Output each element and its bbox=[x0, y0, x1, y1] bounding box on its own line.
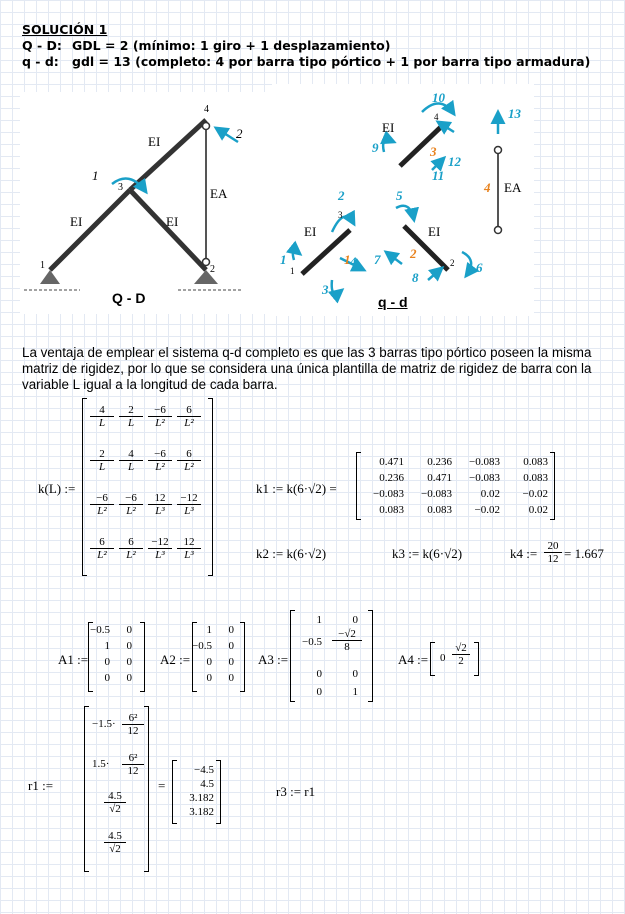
r1-sym-prefix: −1.5· bbox=[92, 718, 116, 730]
k-def-cell-denominator: L² bbox=[148, 460, 172, 473]
r1-value-cell: 3.182 bbox=[189, 792, 214, 804]
qd-ei-top-label: EI bbox=[148, 134, 161, 149]
k-def-cell bbox=[177, 536, 201, 561]
k1-cell: −0.083 bbox=[469, 472, 500, 484]
a3-cell: 1 bbox=[316, 614, 322, 626]
k-def-cell-numerator: 2 bbox=[128, 404, 134, 416]
a2-cell: 0 bbox=[206, 656, 212, 668]
a4-v0: 0 bbox=[440, 652, 446, 664]
a1-cell: −0.5 bbox=[90, 624, 110, 636]
r1-sym-denominator: √2 bbox=[104, 802, 126, 815]
k-def-cell-denominator: L² bbox=[177, 460, 201, 473]
k1-cell: 0.471 bbox=[427, 472, 452, 484]
r1-sym-fraction bbox=[122, 712, 144, 737]
q-d-dof-4: 4 bbox=[350, 254, 357, 269]
k1-cell: 0.083 bbox=[523, 472, 548, 484]
r3-def: r3 := r1 bbox=[276, 784, 316, 799]
k-def-cell-numerator: 12 bbox=[154, 492, 166, 504]
a1-right-bracket bbox=[140, 622, 145, 692]
k-def-cell-numerator: 6 bbox=[186, 448, 192, 460]
q-d-dof-12: 12 bbox=[448, 154, 461, 169]
q-d-node-1: 1 bbox=[290, 266, 295, 276]
q-d-dof-11: 11 bbox=[432, 168, 445, 183]
k-def-cell-numerator: 4 bbox=[99, 404, 105, 416]
a3-fraction-numerator: −√2 bbox=[338, 628, 356, 640]
r1-value-cell: 3.182 bbox=[189, 806, 214, 818]
a4-denominator: 2 bbox=[452, 654, 470, 667]
k-def-cell bbox=[90, 448, 114, 473]
k4-lhs: k4 := bbox=[510, 546, 538, 561]
k-def-cell-denominator: L³ bbox=[177, 504, 201, 517]
k-def-left-bracket bbox=[82, 398, 87, 576]
a1-cell: 0 bbox=[126, 656, 132, 668]
k4-numerator: 20 bbox=[547, 540, 559, 552]
k-def-cell bbox=[119, 448, 143, 473]
qd-diagram bbox=[20, 92, 272, 314]
qd-node-2: 2 bbox=[210, 264, 215, 275]
k1-cell: −0.083 bbox=[421, 488, 452, 500]
a1-cell: 0 bbox=[126, 640, 132, 652]
q-d-dof-9: 9 bbox=[372, 140, 379, 155]
k-def-cell-numerator: −12 bbox=[151, 536, 169, 548]
q-d-dof-8: 8 bbox=[412, 270, 419, 285]
a4-right-bracket bbox=[474, 642, 479, 676]
k-def-cell bbox=[119, 404, 143, 429]
a3-fraction-denominator: 8 bbox=[332, 640, 362, 653]
r1-lhs: r1 := bbox=[28, 778, 54, 793]
k-def-cell-numerator: −6 bbox=[154, 448, 166, 460]
k1-cell: 0.083 bbox=[379, 504, 404, 516]
k1-right-bracket bbox=[550, 452, 555, 520]
a4-left-bracket bbox=[430, 642, 435, 676]
q-d-dof-1: 1 bbox=[280, 252, 287, 267]
a1-cell: 0 bbox=[104, 656, 110, 668]
k-def-cell-denominator: L² bbox=[177, 416, 201, 429]
k3-def: k3 := k(6·√2) bbox=[392, 546, 463, 561]
r1-equals: = bbox=[158, 778, 166, 793]
k-def-cell bbox=[90, 492, 114, 517]
a2-lhs: A2 := bbox=[160, 652, 191, 667]
a3-cell: 0 bbox=[352, 668, 358, 680]
a3-cell: −0.5 bbox=[302, 636, 322, 648]
q-d-summary-text: gdl = 13 (completo: 4 por barra tipo pórtico + 1 por barra tipo armadura) bbox=[72, 54, 591, 69]
k-def-cell bbox=[119, 536, 143, 561]
q-d-bar-number-1: 1 bbox=[344, 252, 351, 267]
a2-cell: 0 bbox=[228, 656, 234, 668]
k-def-cell-denominator: L bbox=[90, 416, 114, 429]
r1-sym-fraction bbox=[104, 830, 126, 855]
q-d-caption: q - d bbox=[378, 294, 408, 310]
k-def-cell bbox=[148, 536, 172, 561]
qd-dof-1: 1 bbox=[92, 168, 99, 183]
k4-fraction bbox=[544, 540, 562, 565]
q-d-bar-number-4: 4 bbox=[484, 180, 491, 195]
k-def-cell bbox=[148, 404, 172, 429]
k-def-cell-denominator: L² bbox=[90, 548, 114, 561]
a2-cell: 0 bbox=[206, 672, 212, 684]
r1-sym-denominator: 12 bbox=[122, 724, 144, 737]
k1-cell: 0.236 bbox=[427, 456, 452, 468]
qd-node-1: 1 bbox=[40, 260, 45, 271]
k-def-cell bbox=[90, 404, 114, 429]
a2-right-bracket bbox=[240, 622, 245, 692]
k-def-cell-numerator: −6 bbox=[154, 404, 166, 416]
q-d-bar-number-2: 2 bbox=[410, 246, 417, 261]
k4-denominator: 12 bbox=[544, 552, 562, 565]
q-d-node-3: 3 bbox=[338, 210, 343, 220]
k1-cell: −0.083 bbox=[373, 488, 404, 500]
solution-title: SOLUCIÓN 1 bbox=[22, 22, 108, 37]
r1-values-right-bracket bbox=[216, 760, 221, 824]
k1-cell: 0.236 bbox=[379, 472, 404, 484]
q-d-dof-6: 6 bbox=[476, 260, 483, 275]
a1-cell: 0 bbox=[104, 672, 110, 684]
k-def-cell-numerator: 6 bbox=[186, 404, 192, 416]
a2-cell: 0 bbox=[228, 672, 234, 684]
qd-summary-text: GDL = 2 (mínimo: 1 giro + 1 desplazamiento) bbox=[72, 38, 391, 53]
k-def-cell-denominator: L² bbox=[119, 504, 143, 517]
k-def-cell-numerator: 6 bbox=[99, 536, 105, 548]
qd-ea-label: EA bbox=[210, 186, 228, 201]
qd-summary-key: Q - D: bbox=[22, 38, 62, 53]
a3-fraction-cell bbox=[332, 628, 362, 653]
a3-right-bracket bbox=[368, 610, 373, 702]
k1-cell: −0.083 bbox=[469, 456, 500, 468]
k-def-cell-denominator: L³ bbox=[148, 548, 172, 561]
a1-cell: 0 bbox=[126, 672, 132, 684]
qd-node-4: 4 bbox=[204, 104, 209, 115]
a2-cell: 0 bbox=[228, 624, 234, 636]
qd-ei-right-label: EI bbox=[166, 214, 179, 229]
a3-cell: 0 bbox=[352, 614, 358, 626]
k1-cell: 0.02 bbox=[528, 504, 548, 516]
q-d-diagram bbox=[272, 84, 534, 316]
k-def-cell-numerator: −12 bbox=[180, 492, 198, 504]
q-d-diagram-drawing bbox=[272, 84, 534, 316]
k-def-cell bbox=[148, 492, 172, 517]
k1-cell: 0.083 bbox=[427, 504, 452, 516]
k-def-cell bbox=[119, 492, 143, 517]
a4-lhs: A4 := bbox=[398, 652, 429, 667]
r1-sym-prefix: 1.5· bbox=[92, 758, 110, 770]
q-d-node-2: 2 bbox=[450, 258, 455, 268]
a4-fraction bbox=[452, 642, 470, 667]
qd-node-3: 3 bbox=[118, 182, 123, 193]
q-d-ei-top-label: EI bbox=[382, 120, 395, 135]
k4-value: = 1.667 bbox=[564, 546, 604, 561]
k-def-cell-denominator: L bbox=[119, 416, 143, 429]
a3-cell: 0 bbox=[316, 668, 322, 680]
r1-sym-numerator: 4.5 bbox=[108, 790, 122, 802]
k-def-cell bbox=[177, 492, 201, 517]
k-def-cell-numerator: −6 bbox=[125, 492, 137, 504]
k-def-cell-denominator: L² bbox=[90, 504, 114, 517]
r1-sym-numerator: 6² bbox=[128, 752, 138, 764]
k-def-cell-denominator: L bbox=[90, 460, 114, 473]
q-d-dof-5: 5 bbox=[396, 188, 403, 203]
r1-sym-fraction bbox=[122, 752, 144, 777]
a1-cell: 1 bbox=[104, 640, 110, 652]
k-def-cell bbox=[148, 448, 172, 473]
q-d-node-4: 4 bbox=[434, 112, 439, 122]
q-d-dof-13: 13 bbox=[508, 106, 521, 121]
explanation-paragraph: La ventaja de emplear el sistema q-d completo es que las 3 barras tipo pórtico poseen la misma matriz de rigidez, por lo que se considera una única plantilla de matriz de rigidez de barra con la variable L igual a la longitud de cada barra. bbox=[22, 345, 592, 392]
k1-cell: 0.02 bbox=[480, 488, 500, 500]
r1-sym-denominator: 12 bbox=[122, 764, 144, 777]
a2-cell: 1 bbox=[206, 624, 212, 636]
q-d-dof-3: 3 bbox=[322, 282, 329, 297]
r1-value-cell: 4.5 bbox=[200, 778, 214, 790]
k2-def: k2 := k(6·√2) bbox=[256, 546, 327, 561]
qd-caption: Q - D bbox=[112, 290, 146, 306]
k-def-cell-numerator: 6 bbox=[128, 536, 134, 548]
a2-cell: 0 bbox=[228, 640, 234, 652]
a3-cell: 0 bbox=[316, 686, 322, 698]
a3-lhs: A3 := bbox=[258, 652, 289, 667]
k1-cell: 0.083 bbox=[523, 456, 548, 468]
r1-right-bracket bbox=[144, 706, 149, 872]
k-def-cell bbox=[177, 404, 201, 429]
k-def-cell-numerator: 4 bbox=[128, 448, 134, 460]
k-def-cell-denominator: L² bbox=[148, 416, 172, 429]
a1-cell: 0 bbox=[126, 624, 132, 636]
r1-sym-denominator: √2 bbox=[104, 842, 126, 855]
k-def-cell-denominator: L³ bbox=[148, 504, 172, 517]
k1-cell: −0.02 bbox=[522, 488, 548, 500]
r1-sym-numerator: 4.5 bbox=[108, 830, 122, 842]
q-d-bar-number-3: 3 bbox=[430, 144, 437, 159]
k-def-cell bbox=[90, 536, 114, 561]
r1-value-cell: −4.5 bbox=[194, 764, 214, 776]
k-def-right-bracket bbox=[208, 398, 213, 576]
q-d-ei-right-label: EI bbox=[428, 224, 441, 239]
k-def-cell bbox=[177, 448, 201, 473]
k-def-cell-numerator: 2 bbox=[99, 448, 105, 460]
k-def-cell-denominator: L³ bbox=[177, 548, 201, 561]
k1-cell: −0.02 bbox=[474, 504, 500, 516]
r1-sym-fraction bbox=[104, 790, 126, 815]
q-d-ea-label: EA bbox=[504, 180, 522, 195]
qd-ei-left-label: EI bbox=[70, 214, 83, 229]
r1-sym-numerator: 6² bbox=[128, 712, 138, 724]
qd-dof-2: 2 bbox=[236, 126, 243, 141]
r1-left-bracket bbox=[84, 706, 89, 872]
a2-cell: −0.5 bbox=[192, 640, 212, 652]
k-def-cell-denominator: L bbox=[119, 460, 143, 473]
k1-lhs: k1 := k(6·√2) = bbox=[256, 481, 337, 496]
q-d-dof-7: 7 bbox=[374, 252, 381, 267]
a1-lhs: A1 := bbox=[58, 652, 89, 667]
k1-cell: 0.471 bbox=[379, 456, 404, 468]
q-d-dof-10: 10 bbox=[432, 90, 445, 105]
a4-numerator: √2 bbox=[455, 642, 467, 654]
qd-diagram-drawing bbox=[20, 92, 272, 314]
k-def-cell-numerator: 12 bbox=[183, 536, 195, 548]
a3-cell: 1 bbox=[352, 686, 358, 698]
q-d-dof-2: 2 bbox=[338, 188, 345, 203]
k-def-cell-denominator: L² bbox=[119, 548, 143, 561]
q-d-ei-left-label: EI bbox=[304, 224, 317, 239]
q-d-summary-key: q - d: bbox=[22, 54, 59, 69]
k-def-lhs: k(L) := bbox=[38, 481, 76, 496]
k-def-cell-numerator: −6 bbox=[96, 492, 108, 504]
